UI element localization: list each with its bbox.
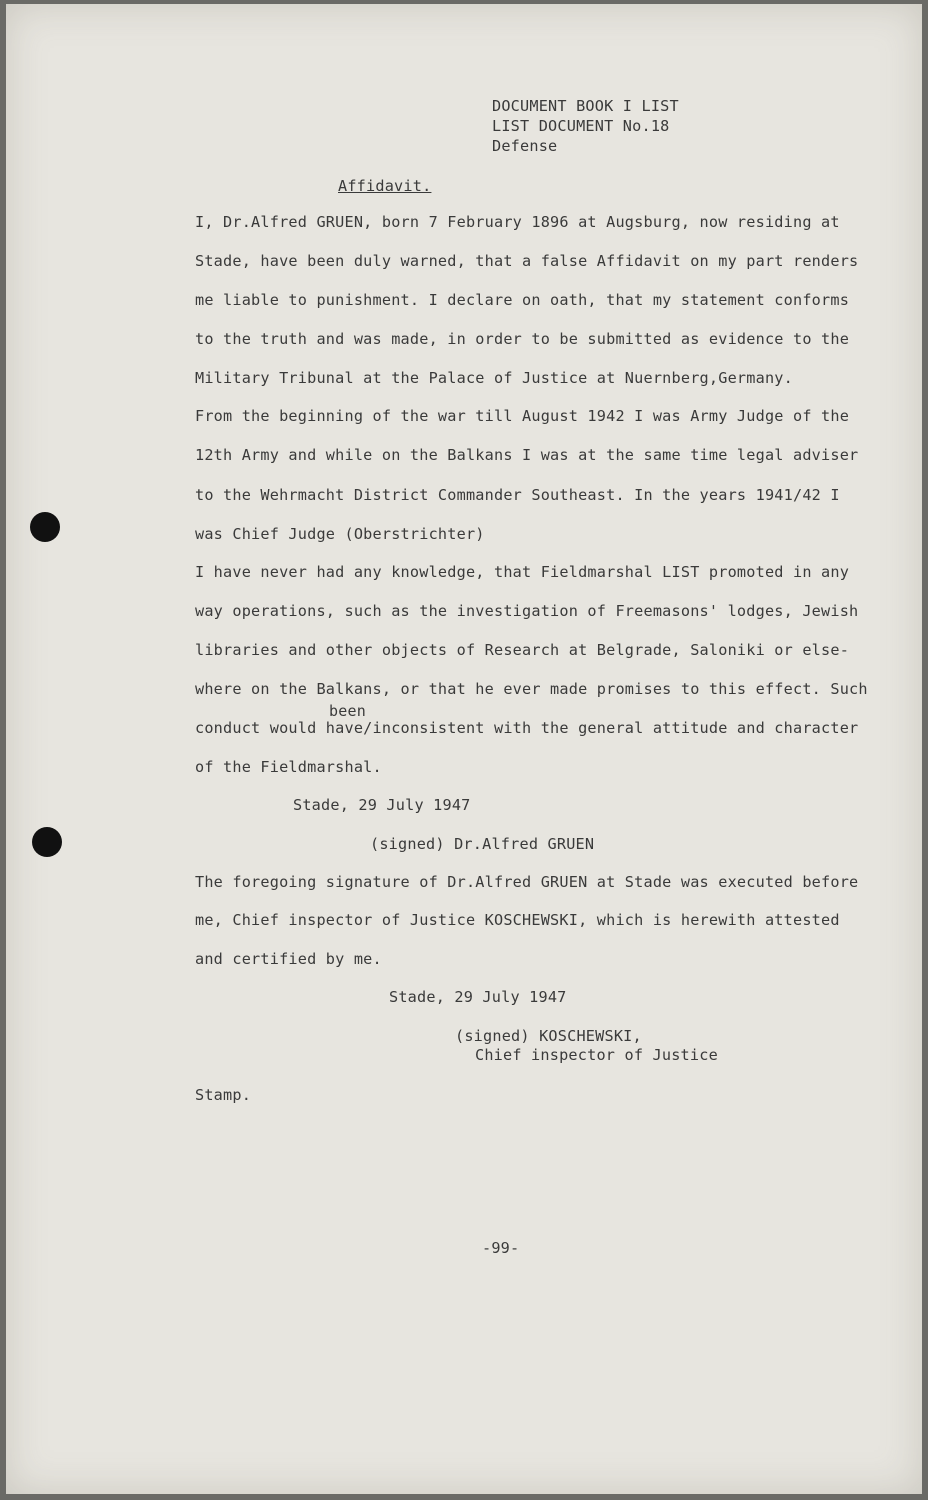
signature-line: (signed) Dr.Alfred GRUEN bbox=[370, 835, 595, 853]
body-line: From the beginning of the war till August 1942 I was Army Judge of the bbox=[195, 407, 850, 425]
header-line: DOCUMENT BOOK I LIST bbox=[492, 97, 679, 115]
body-line: Stade, have been duly warned, that a false Affidavit on my part renders bbox=[195, 252, 859, 270]
body-line: I have never had any knowledge, that Fieldmarshal LIST promoted in any bbox=[195, 563, 850, 581]
document-title: Affidavit. bbox=[338, 177, 432, 195]
certification-line: and certified by me. bbox=[195, 950, 382, 968]
certification-line: The foregoing signature of Dr.Alfred GRUEN at Stade was executed before bbox=[195, 873, 859, 891]
body-line: way operations, such as the investigation of Freemasons' lodges, Jewish bbox=[195, 602, 859, 620]
signature-line: (signed) KOSCHEWSKI, bbox=[455, 1027, 642, 1045]
body-line: libraries and other objects of Research at Belgrade, Saloniki or else- bbox=[195, 641, 850, 659]
document-page bbox=[6, 4, 922, 1494]
body-line: Military Tribunal at the Palace of Justice at Nuernberg,Germany. bbox=[195, 369, 793, 387]
body-line: 12th Army and while on the Balkans I was at the same time legal adviser bbox=[195, 446, 859, 464]
header-line: LIST DOCUMENT No.18 bbox=[492, 117, 670, 135]
signature-place-date: Stade, 29 July 1947 bbox=[293, 796, 471, 814]
stamp-label: Stamp. bbox=[195, 1086, 252, 1104]
header-line: Defense bbox=[492, 137, 558, 155]
body-line: me liable to punishment. I declare on oath, that my statement conforms bbox=[195, 291, 850, 309]
body-line: conduct would have/inconsistent with the general attitude and character bbox=[195, 719, 859, 737]
punch-hole bbox=[30, 512, 60, 542]
body-line: to the truth and was made, in order to be submitted as evidence to the bbox=[195, 330, 850, 348]
body-line: was Chief Judge (Oberstrichter) bbox=[195, 525, 485, 543]
body-line: where on the Balkans, or that he ever made promises to this effect. Such bbox=[195, 680, 868, 698]
certification-line: me, Chief inspector of Justice KOSCHEWSKI, which is herewith attested bbox=[195, 911, 840, 929]
punch-hole bbox=[32, 827, 62, 857]
body-line: of the Fieldmarshal. bbox=[195, 758, 382, 776]
handwritten-insertion: been bbox=[329, 702, 366, 720]
page-number: -99- bbox=[482, 1239, 520, 1257]
body-line: I, Dr.Alfred GRUEN, born 7 February 1896 at Augsburg, now residing at bbox=[195, 213, 840, 231]
signature-title: Chief inspector of Justice bbox=[475, 1046, 718, 1064]
body-line: to the Wehrmacht District Commander Southeast. In the years 1941/42 I bbox=[195, 486, 840, 504]
signature-place-date: Stade, 29 July 1947 bbox=[389, 988, 567, 1006]
